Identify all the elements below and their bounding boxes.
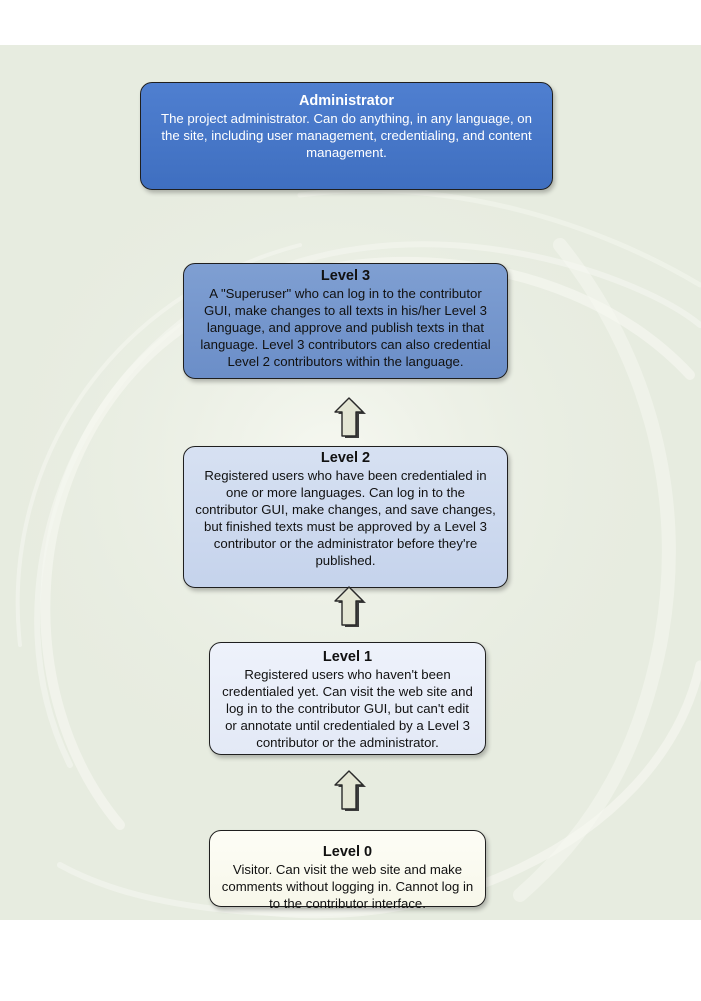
node-text-line: contributor or the administrator before they're bbox=[213, 536, 478, 551]
node-text-line: comments without logging in. Cannot log in bbox=[221, 879, 474, 894]
node-level-1 bbox=[209, 642, 486, 755]
node-text-line: or annotate until credentialed by a Level 3 bbox=[225, 718, 470, 733]
diagram-background bbox=[0, 45, 701, 920]
node-text-line: Registered users who haven't been bbox=[244, 667, 451, 682]
node-level-0 bbox=[209, 830, 486, 911]
node-text-line: language, and approve and publish texts in that bbox=[206, 320, 485, 335]
node-level-2 bbox=[183, 446, 508, 588]
node-text-line: one or more languages. Can log in to the bbox=[226, 485, 465, 500]
up-arrow-icon bbox=[331, 396, 367, 440]
node-title: Level 1 bbox=[322, 649, 373, 665]
node-text-line: to the contributor interface. bbox=[269, 896, 426, 911]
node-text-line: management. bbox=[306, 145, 387, 160]
node-text-line: A "Superuser" who can log in to the contributor bbox=[209, 286, 482, 301]
node-text-line: log in to the contributor GUI, but can't edit bbox=[226, 701, 469, 716]
node-text-line: published. bbox=[315, 553, 376, 568]
node-title: Level 0 bbox=[322, 844, 373, 860]
node-level-3 bbox=[183, 263, 508, 379]
node-text-line: contributor GUI, make changes, and save changes, bbox=[195, 502, 496, 517]
node-text-line: but finished texts must be approved by a Level 3 bbox=[204, 519, 487, 534]
node-text-line: language. Level 3 contributors can also credential bbox=[200, 337, 491, 352]
node-text-line: The project administrator. Can do anything, in any language, on bbox=[161, 111, 532, 126]
node-title: Administrator bbox=[298, 93, 395, 109]
node-text-line: credentialed yet. Can visit the web site and bbox=[222, 684, 473, 699]
node-text-line: GUI, make changes to all texts in his/her Level 3 bbox=[204, 303, 487, 318]
up-arrow-icon bbox=[331, 585, 367, 629]
node-title: Level 2 bbox=[320, 450, 371, 466]
node-administrator bbox=[140, 82, 553, 190]
node-text-line: Visitor. Can visit the web site and make bbox=[232, 862, 463, 877]
node-text-line: Registered users who have been credentialed in bbox=[204, 468, 487, 483]
node-text-line: the site, including user management, credentialing, and content bbox=[161, 128, 532, 143]
node-text-line: contributor or the administrator. bbox=[256, 735, 439, 750]
up-arrow-icon bbox=[331, 769, 367, 813]
node-text-line: Level 2 contributors within the language. bbox=[227, 354, 464, 369]
node-title: Level 3 bbox=[320, 268, 371, 284]
